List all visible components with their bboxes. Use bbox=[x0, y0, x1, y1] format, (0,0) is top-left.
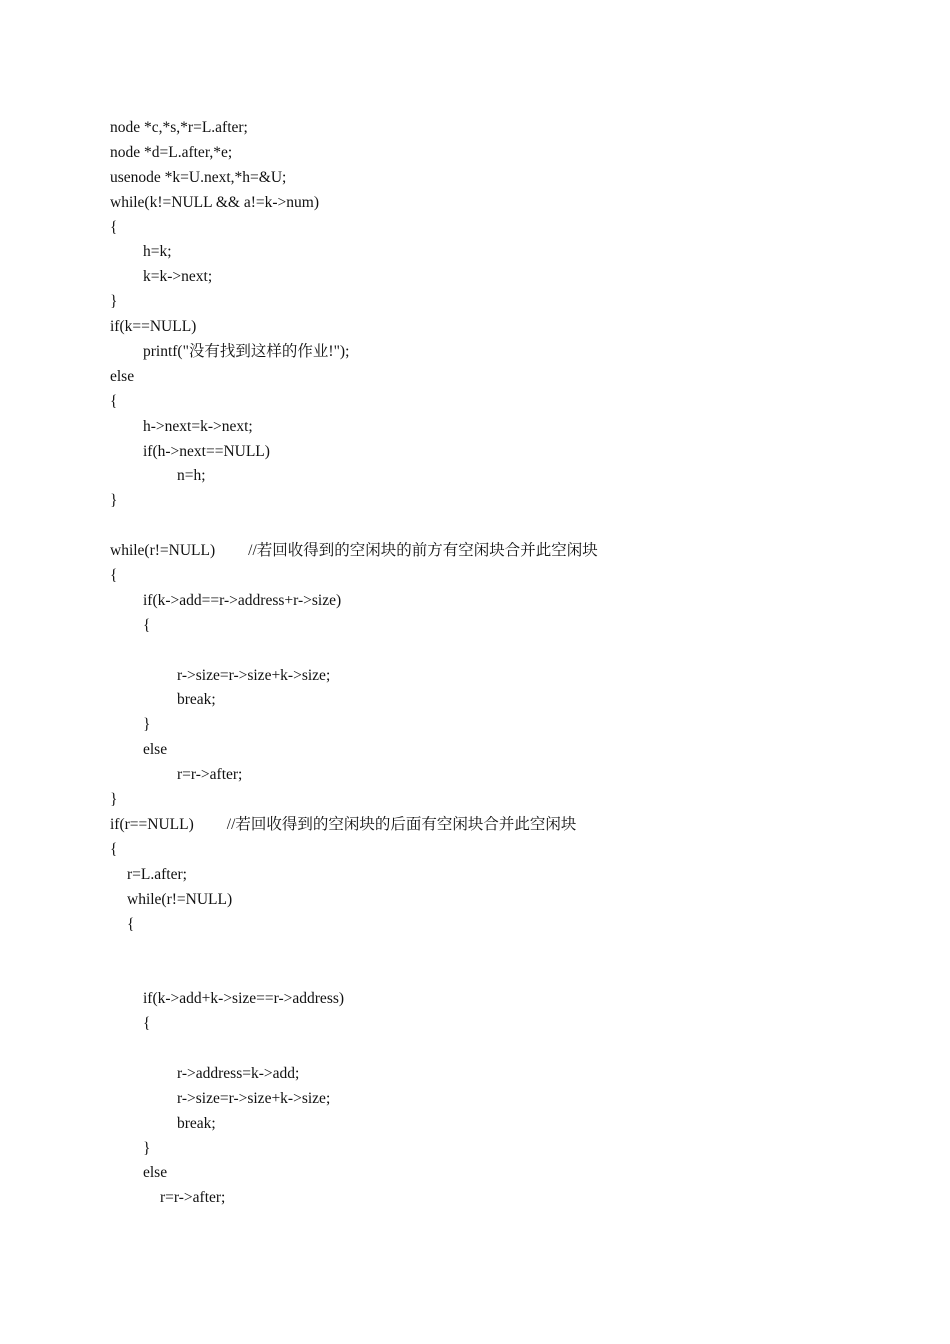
code-line: { bbox=[143, 1015, 151, 1033]
code-line: node *c,*s,*r=L.after; bbox=[110, 119, 248, 136]
code-line: } bbox=[110, 492, 118, 510]
code-line: { bbox=[127, 915, 135, 933]
code-line: r->address=k->add; bbox=[177, 1064, 300, 1082]
code-line: } bbox=[110, 293, 118, 311]
blank-line bbox=[110, 514, 910, 539]
code-document bbox=[110, 116, 910, 1211]
code-line: n=h; bbox=[177, 467, 206, 485]
code-line: if(k==NULL) bbox=[110, 318, 197, 336]
code-comment: //若回收得到的空闲块的前方有空闲块合并此空闲块 bbox=[248, 542, 598, 560]
code-line: node *d=L.after,*e; bbox=[110, 143, 233, 161]
code-line: else bbox=[110, 367, 135, 385]
code-line: r=r->after; bbox=[160, 1189, 226, 1207]
code-line: h->next=k->next; bbox=[143, 417, 253, 435]
code-line: break; bbox=[177, 1114, 216, 1132]
code-line: } bbox=[143, 1139, 151, 1157]
blank-line bbox=[110, 639, 910, 664]
code-line: else bbox=[143, 741, 168, 759]
code-line: r=L.after; bbox=[127, 865, 187, 883]
code-text: while(r!=NULL) bbox=[110, 542, 216, 560]
code-line: { bbox=[143, 616, 151, 634]
code-line-with-comment bbox=[110, 813, 910, 838]
code-line: printf("没有找到这样的作业!"); bbox=[143, 343, 350, 361]
code-comment: //若回收得到的空闲块的后面有空闲块合并此空闲块 bbox=[226, 815, 577, 833]
code-line: if(h->next==NULL) bbox=[143, 442, 270, 460]
code-line: r->size=r->size+k->size; bbox=[177, 1089, 331, 1107]
blank-line bbox=[110, 962, 910, 987]
code-line: { bbox=[110, 840, 118, 858]
code-line: while(r!=NULL) bbox=[127, 890, 233, 908]
code-line: while(k!=NULL && a!=k->num) bbox=[110, 193, 320, 211]
code-line: { bbox=[110, 392, 118, 410]
code-line: r=r->after; bbox=[177, 766, 243, 784]
blank-line bbox=[110, 937, 910, 962]
code-line: break; bbox=[177, 691, 216, 709]
code-line: r->size=r->size+k->size; bbox=[177, 666, 331, 684]
code-line-with-comment bbox=[110, 539, 910, 564]
code-line: h=k; bbox=[143, 243, 172, 261]
code-line: else bbox=[143, 1164, 168, 1182]
code-line: } bbox=[110, 791, 118, 809]
code-line: } bbox=[143, 716, 151, 734]
code-line: { bbox=[110, 218, 118, 236]
code-line: k=k->next; bbox=[143, 268, 213, 286]
code-line: { bbox=[110, 567, 118, 585]
blank-line bbox=[110, 1037, 910, 1062]
code-line: if(k->add==r->address+r->size) bbox=[143, 591, 342, 609]
code-line: usenode *k=U.next,*h=&U; bbox=[110, 168, 287, 186]
code-text: if(r==NULL) bbox=[110, 815, 194, 833]
code-line: if(k->add+k->size==r->address) bbox=[143, 990, 345, 1008]
